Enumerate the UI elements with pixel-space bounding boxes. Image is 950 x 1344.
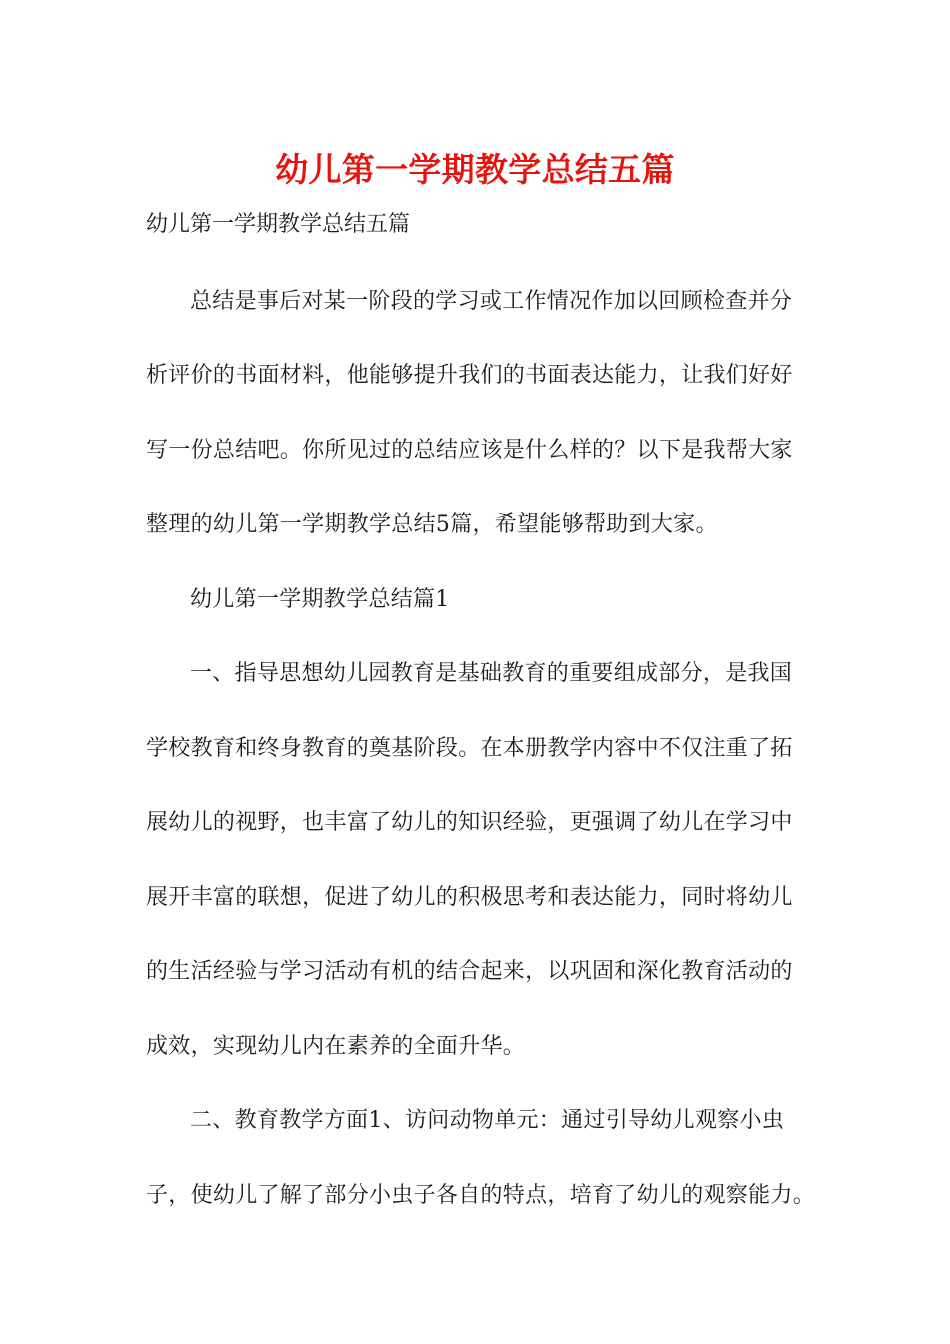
paragraph-line: 析评价的书面材料，他能够提升我们的书面表达能力，让我们好好: [146, 363, 793, 389]
paragraph-line: 成效，实现幼儿内在素养的全面升华。: [146, 1033, 526, 1059]
document-subtitle: 幼儿第一学期教学总结五篇: [146, 212, 411, 237]
paragraph-intro: [146, 265, 846, 563]
paragraph-line: 的生活经验与学习活动有机的结合起来，以巩固和深化教育活动的: [146, 959, 793, 985]
paragraph-line: 展幼儿的视野，也丰富了幼儿的知识经验，更强调了幼儿在学习中: [146, 810, 793, 836]
paragraph-line: 写一份总结吧。你所见过的总结应该是什么样的？以下是我帮大家: [146, 437, 793, 463]
paragraph-line: 总结是事后对某一阶段的学习或工作情况作加以回顾检查并分: [190, 288, 793, 314]
paragraph-line: 展开丰富的联想，促进了幼儿的积极思考和表达能力，同时将幼儿: [146, 884, 793, 910]
paragraph-teaching: [146, 1084, 846, 1233]
section-heading-line: 幼儿第一学期教学总结篇1: [190, 586, 450, 612]
section-heading: [146, 563, 846, 638]
document-title: 幼儿第一学期教学总结五篇: [275, 150, 675, 189]
paragraph-guiding-ideas: [146, 637, 846, 1084]
paragraph-line: 二、教育教学方面1、访问动物单元：通过引导幼儿观察小虫: [190, 1108, 785, 1134]
paragraph-line: 整理的幼儿第一学期教学总结5篇，希望能够帮助到大家。: [146, 512, 718, 538]
document-body: [146, 265, 846, 1234]
paragraph-line: 子，使幼儿了解了部分小虫子各自的特点，培育了幼儿的观察能力。: [146, 1182, 816, 1208]
paragraph-line: 一、指导思想幼儿园教育是基础教育的重要组成部分，是我国: [190, 661, 793, 687]
paragraph-line: 学校教育和终身教育的奠基阶段。在本册教学内容中不仅注重了拓: [146, 735, 793, 761]
